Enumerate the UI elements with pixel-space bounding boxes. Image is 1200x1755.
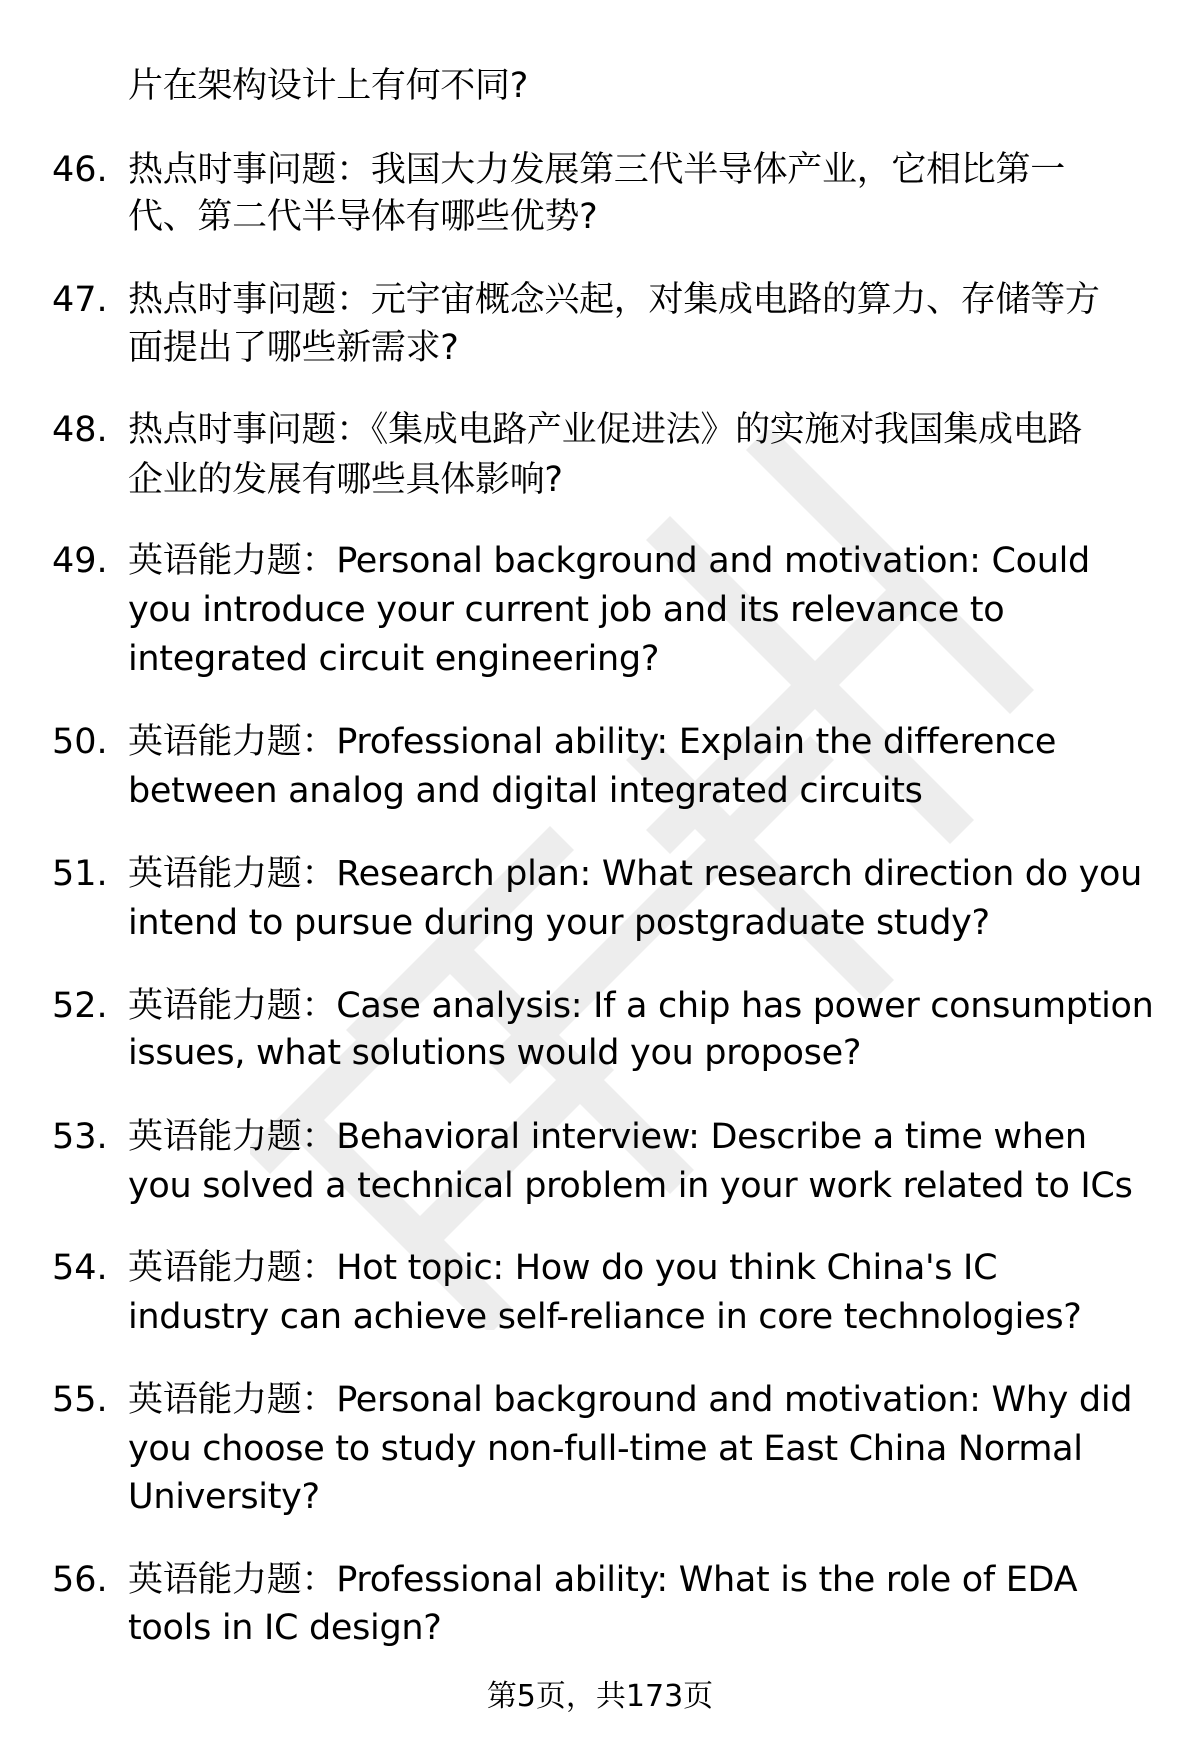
item-number: 50.	[52, 722, 108, 762]
item-text-line: University?	[128, 1477, 320, 1517]
item-number: 51.	[52, 854, 108, 894]
item-text-line: 企业的发展有哪些具体影响?	[128, 460, 563, 500]
item-text-line: 面提出了哪些新需求?	[128, 328, 459, 368]
continuation-line: 片在架构设计上有何不同?	[128, 66, 528, 106]
item-number: 55.	[52, 1380, 108, 1420]
item-number: 53.	[52, 1117, 108, 1157]
item-text-line: 英语能力题：Personal background and motivation: Why did	[128, 1380, 1133, 1420]
item-text-line: 热点时事问题：《集成电路产业促进法》的实施对我国集成电路	[128, 410, 1083, 450]
item-text-line: 热点时事问题：元宇宙概念兴起，对集成电路的算力、存储等方	[128, 280, 1100, 320]
item-text-line: 英语能力题：Personal background and motivation: Could	[128, 541, 1090, 581]
item-text-line: 英语能力题：Hot topic: How do you think China's IC	[128, 1248, 998, 1288]
item-text-line: issues, what solutions would you propose?	[128, 1033, 862, 1073]
item-text-line: 英语能力题：Professional ability: What is the role of EDA	[128, 1560, 1078, 1600]
item-text-line: 英语能力题：Research plan: What research direction do you	[128, 854, 1143, 894]
item-text-line: tools in IC design?	[128, 1608, 442, 1648]
item-number: 56.	[52, 1560, 108, 1600]
item-text-line: between analog and digital integrated circuits	[128, 771, 923, 811]
item-text-line: 英语能力题：Case analysis: If a chip has power consumption	[128, 986, 1154, 1026]
item-text-line: you choose to study non-full-time at East China Normal	[128, 1429, 1083, 1469]
page-number-footer: 第5页，共173页	[486, 1679, 714, 1714]
item-text-line: you solved a technical problem in your work related to ICs	[128, 1166, 1133, 1206]
item-number: 52.	[52, 986, 108, 1026]
item-number: 48.	[52, 410, 108, 450]
item-text-line: 英语能力题：Behavioral interview: Describe a time when	[128, 1117, 1087, 1157]
item-text-line: 热点时事问题：我国大力发展第三代半导体产业，它相比第一	[128, 150, 1065, 190]
item-number: 47.	[52, 280, 108, 320]
item-number: 49.	[52, 541, 108, 581]
item-text-line: integrated circuit engineering?	[128, 639, 660, 679]
item-text-line: you introduce your current job and its relevance to	[128, 590, 1005, 630]
item-number: 54.	[52, 1248, 108, 1288]
item-text-line: intend to pursue during your postgraduate study?	[128, 903, 990, 943]
item-text-line: industry can achieve self-reliance in core technologies?	[128, 1297, 1082, 1337]
item-text-line: 英语能力题：Professional ability: Explain the difference	[128, 722, 1057, 762]
item-text-line: 代、第二代半导体有哪些优势?	[128, 197, 598, 237]
item-number: 46.	[52, 150, 108, 190]
